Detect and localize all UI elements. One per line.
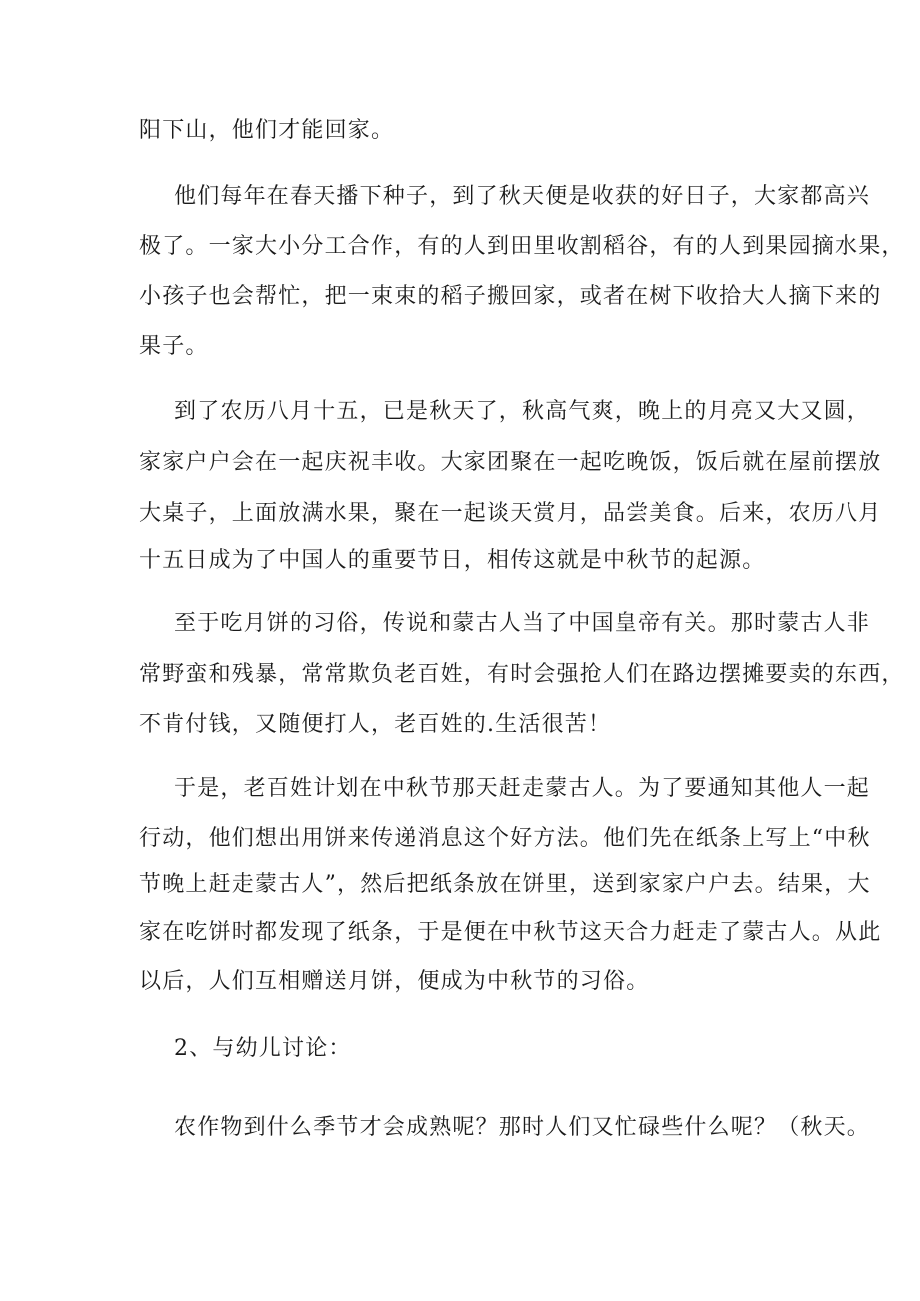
text-line: 常野蛮和残暴，常常欺负老百姓，有时会强抢人们在路边摆摊要卖的东西， — [139, 662, 905, 687]
text-line: 大桌子，上面放满水果，聚在一起谈天赏月，品尝美食。后来，农历八月 — [139, 501, 882, 526]
text-line: 至于吃月饼的习俗，传说和蒙古人当了中国皇帝有关。那时蒙古人非 — [174, 611, 871, 636]
text-line: 极了。一家大小分工合作，有的人到田里收割稻谷，有的人到果园摘水果， — [139, 234, 905, 259]
text-line: 家在吃饼时都发现了纸条，于是便在中秋节这天合力赶走了蒙古人。从此 — [139, 920, 882, 945]
text-line: 节晚上赶走蒙古人”，然后把纸条放在饼里，送到家家户户去。结果，大 — [139, 872, 871, 897]
text-line: 到了农历八月十五，已是秋天了，秋高气爽，晚上的月亮又大又圆， — [174, 399, 871, 424]
text-line: 十五日成为了中国人的重要节日，相传这就是中秋节的起源。 — [139, 548, 766, 573]
section-heading: 2、与幼儿讨论： — [174, 1036, 352, 1061]
text-line: 不肯付钱，又随便打人，老百姓的.生活很苦！ — [139, 712, 612, 737]
text-line: 小孩子也会帮忙，把一束束的稻子搬回家，或者在树下收拾大人摘下来的 — [139, 284, 882, 309]
text-line: 家家户户会在一起庆祝丰收。大家团聚在一起吃晚饭，饭后就在屋前摆放 — [139, 450, 882, 475]
text-line: 农作物到什么季节才会成熟呢？那时人们又忙碌些什么呢？（秋天。 — [174, 1115, 871, 1140]
text-line: 他们每年在春天播下种子，到了秋天便是收获的好日子，大家都高兴 — [174, 184, 871, 209]
text-line: 阳下山，他们才能回家。 — [139, 118, 395, 143]
text-line: 于是，老百姓计划在中秋节那天赶走蒙古人。为了要通知其他人一起 — [174, 776, 871, 801]
text-line: 行动，他们想出用饼来传递消息这个好方法。他们先在纸条上写上“中秋 — [139, 826, 871, 851]
text-line: 以后，人们互相赠送月饼，便成为中秋节的习俗。 — [139, 969, 650, 994]
text-line: 果子。 — [139, 334, 209, 359]
